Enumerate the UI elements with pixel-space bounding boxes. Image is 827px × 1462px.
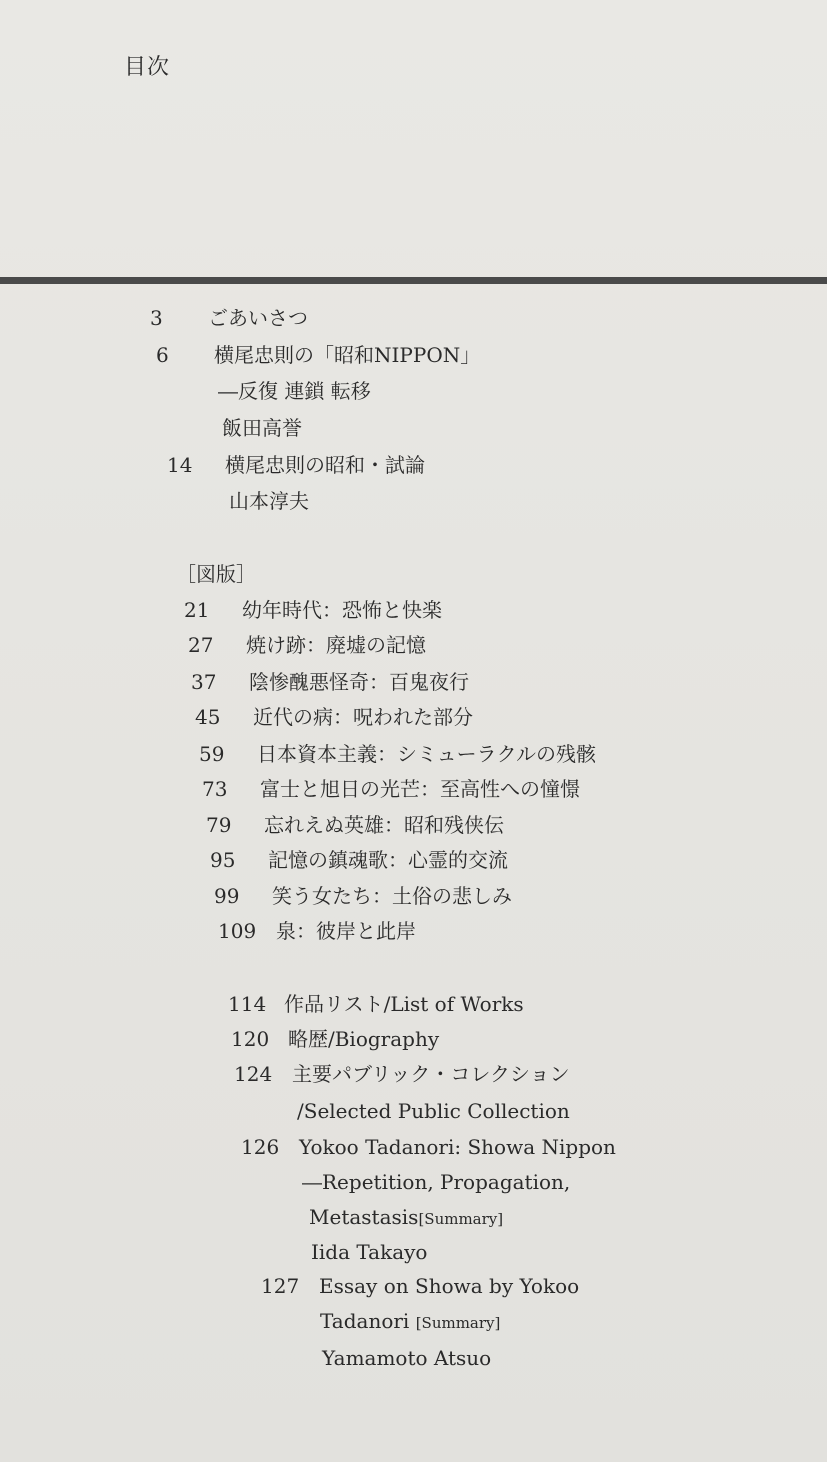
entry-title-continued: ―Repetition, Propagation, xyxy=(302,1170,571,1194)
entry-author: Yamamoto Atsuo xyxy=(322,1346,492,1370)
toc-entry xyxy=(261,1272,580,1300)
toc-entry xyxy=(241,1133,616,1161)
toc-entry xyxy=(228,990,524,1018)
toc-entry xyxy=(188,631,426,659)
page-title: 目次 xyxy=(124,55,171,80)
page-number: 120 xyxy=(231,1027,270,1051)
page-number: 114 xyxy=(228,992,267,1016)
entry-title: Essay on Showa by Yokoo xyxy=(319,1274,580,1298)
entry-title: 忘れえぬ英雄：昭和残侠伝 xyxy=(264,813,504,837)
summary-tag: [Summary] xyxy=(418,1210,504,1228)
entry-subtitle: ―反復 連鎖 転移 xyxy=(218,379,371,403)
entry-title: 笑う女たち：土俗の悲しみ xyxy=(272,884,512,908)
entry-title: 泉：彼岸と此岸 xyxy=(276,919,416,943)
entry-title: 陰惨醜悪怪奇：百鬼夜行 xyxy=(249,670,469,694)
entry-title: 記憶の鎮魂歌：心霊的交流 xyxy=(268,848,508,872)
section-heading: ［図版］ xyxy=(176,562,256,586)
page-number: 126 xyxy=(241,1135,280,1159)
page-number: 124 xyxy=(234,1062,273,1086)
divider xyxy=(0,277,827,284)
entry-title-continued xyxy=(320,1307,500,1337)
toc-entry xyxy=(218,917,416,945)
entry-title: 焼け跡：廃墟の記憶 xyxy=(246,633,426,657)
toc-entry xyxy=(156,341,481,369)
toc-entry xyxy=(184,596,442,624)
toc-entry xyxy=(199,740,596,768)
entry-author: Iida Takayo xyxy=(311,1240,428,1264)
toc-entry xyxy=(150,304,308,332)
summary-tag: [Summary] xyxy=(415,1314,501,1332)
page-number: 6 xyxy=(156,343,169,367)
entry-title-continued: /Selected Public Collection xyxy=(297,1099,570,1123)
page-number: 95 xyxy=(210,848,236,872)
page-number: 14 xyxy=(167,453,193,477)
toc-entry xyxy=(214,882,512,910)
page-number: 79 xyxy=(206,813,232,837)
page-number: 27 xyxy=(188,633,214,657)
page-number: 109 xyxy=(218,919,257,943)
page-number: 99 xyxy=(214,884,240,908)
toc-entry xyxy=(167,451,425,479)
page-number: 127 xyxy=(261,1274,300,1298)
entry-title: 日本資本主義：シミューラクルの残骸 xyxy=(257,742,596,766)
entry-title: 横尾忠則の昭和・試論 xyxy=(225,453,425,477)
page-number: 21 xyxy=(184,598,210,622)
entry-title: 幼年時代：恐怖と快楽 xyxy=(242,598,442,622)
toc-entry xyxy=(210,846,508,874)
entry-title-continued xyxy=(309,1203,503,1233)
entry-title: 略歴/Biography xyxy=(288,1027,440,1051)
entry-title: 主要パブリック・コレクション xyxy=(292,1062,570,1086)
page-number: 45 xyxy=(195,705,221,729)
entry-title: 富士と旭日の光芒：至高性への憧憬 xyxy=(260,777,580,801)
entry-title: Yokoo Tadanori: Showa Nippon xyxy=(299,1135,616,1159)
entry-title-line: Metastasis xyxy=(309,1205,419,1229)
page-number: 3 xyxy=(150,306,163,330)
toc-entry xyxy=(191,668,469,696)
entry-author: 飯田高誉 xyxy=(222,416,302,440)
entry-title: ごあいさつ xyxy=(208,306,308,330)
toc-entry xyxy=(195,703,473,731)
page-number: 59 xyxy=(199,742,225,766)
page-number: 73 xyxy=(202,777,228,801)
page-number: 37 xyxy=(191,670,217,694)
toc-entry xyxy=(206,811,504,839)
entry-title: 作品リスト/List of Works xyxy=(284,992,524,1016)
entry-title-line: Tadanori xyxy=(320,1309,410,1333)
entry-title: 近代の病：呪われた部分 xyxy=(253,705,473,729)
entry-title: 横尾忠則の「昭和NIPPON」 xyxy=(214,343,481,367)
toc-entry xyxy=(231,1025,440,1053)
toc-entry xyxy=(234,1060,570,1088)
toc-entry xyxy=(202,775,580,803)
entry-author: 山本淳夫 xyxy=(229,489,309,513)
